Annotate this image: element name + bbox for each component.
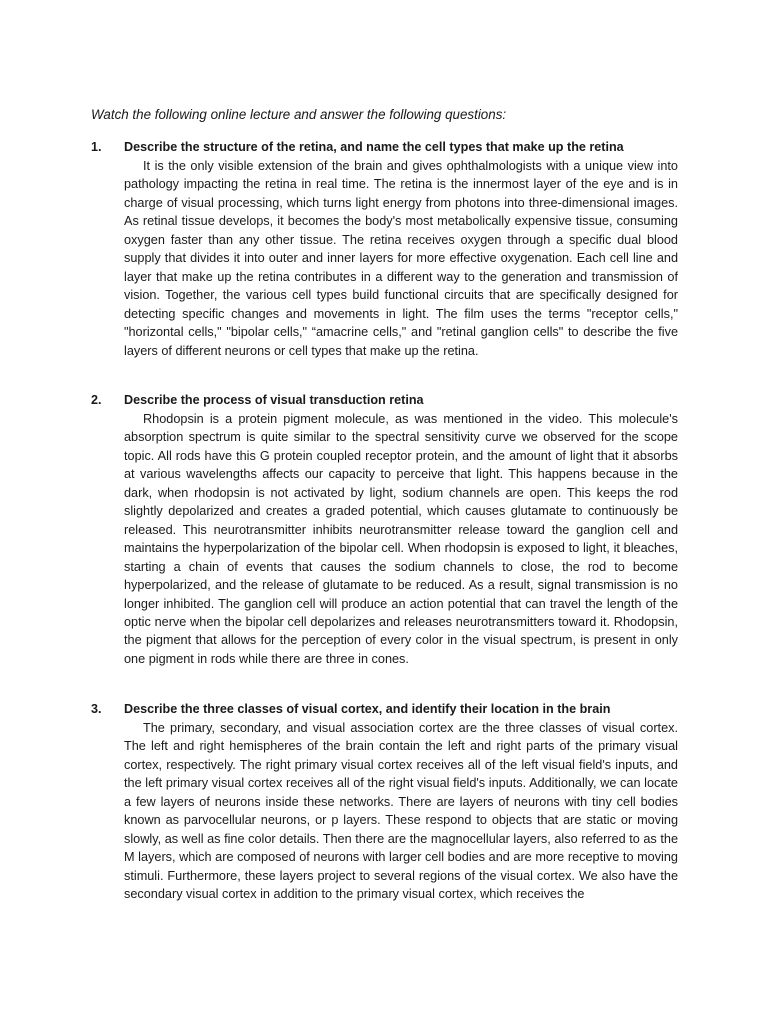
question-number: 1. (91, 140, 102, 154)
question-2 (91, 391, 681, 668)
question-3 (91, 700, 681, 923)
answer-paragraph: The primary, secondary, and visual association cortex are the three classes of visual cortex. The left and right hemispheres of the brain contain the left and right parts of the primary visual cortex, respectively. The right primary visual cortex receives all of the left visual field's inputs, and the left primary visual cortex receives all of the right visual field's inputs. Additionally, we can locate a few layers of neurons inside these networks. There are layers of neurons with tiny cell bodies known as parvocellular neurons, or p layers. These respond to objects that are static or moving slowly, as well as fine color details. Then there are the magnocellular layers, also referred to as the M layers, which are composed of neurons with larger cell bodies and are more receptive to moving stimuli. Furthermore, these layers project to several regions of the visual cortex. We also have the secondary visual cortex in addition to the primary visual cortex, which receives the (124, 721, 678, 902)
question-heading (91, 700, 681, 718)
answer-paragraph: It is the only visible extension of the brain and gives ophthalmologists with a unique view into pathology impacting the retina in real time. The retina is the innermost layer of the eye and is in charge of visual processing, which turns light energy from photons into three-dimensional images. As retinal tissue develops, it becomes the body's most metabolically expensive tissue, consuming oxygen faster than any other tissue. The retina receives oxygen through a specific dual blood supply that divides it into outer and inner layers for more effective oxygenation. Each cell line and layer that make up the retina contributes in a different way to the generation and transmission of vision. Together, the various cell types build functional circuits that are specifically designed for detecting specific changes and movements in light. The film uses the terms "receptor cells," "horizontal cells," "bipolar cells," “amacrine cells," and "retinal ganglion cells" to describe the five layers of different neurons or cell types that make up the retina. (124, 159, 678, 358)
question-1 (91, 138, 681, 360)
question-title: Describe the structure of the retina, and name the cell types that make up the retina (124, 140, 624, 154)
question-number: 3. (91, 702, 102, 716)
question-heading (91, 391, 681, 409)
question-heading (91, 138, 681, 156)
question-title: Describe the process of visual transduction retina (124, 393, 424, 407)
answer-paragraph: Rhodopsin is a protein pigment molecule, as was mentioned in the video. This molecule's absorption spectrum is quite similar to the spectral sensitivity curve we observed for the scope topic. All rods have this G protein coupled receptor protein, and the amount of light that it absorbs at various wavelengths affects our capacity to perceive that light. This happens because in the dark, when rhodopsin is not activated by light, sodium channels are open. This keeps the rod slightly depolarized and creates a graded potential, which causes glutamate to continuously be released. This neurotransmitter inhibits neurotransmitter release toward the ganglion cell and maintains the hyperpolarization of the bipolar cell. When rhodopsin is exposed to light, it bleaches, starting a chain of events that causes the sodium channels to close, the rod to become hyperpolarized, and the release of glutamate to be reduced. As a result, signal transmission is no longer inhibited. The ganglion cell will produce an action potential that can travel the length of the optic nerve when the bipolar cell depolarizes and releases neurotransmitters toward it. Rhodopsin, the pigment that allows for the perception of every color in the visual spectrum, is present in only one pigment in rods while there are three in cones. (124, 412, 678, 666)
question-number: 2. (91, 393, 102, 407)
question-title: Describe the three classes of visual cortex, and identify their location in the brain (124, 702, 611, 716)
intro-instruction: Watch the following online lecture and answer the following questions: (91, 107, 507, 122)
